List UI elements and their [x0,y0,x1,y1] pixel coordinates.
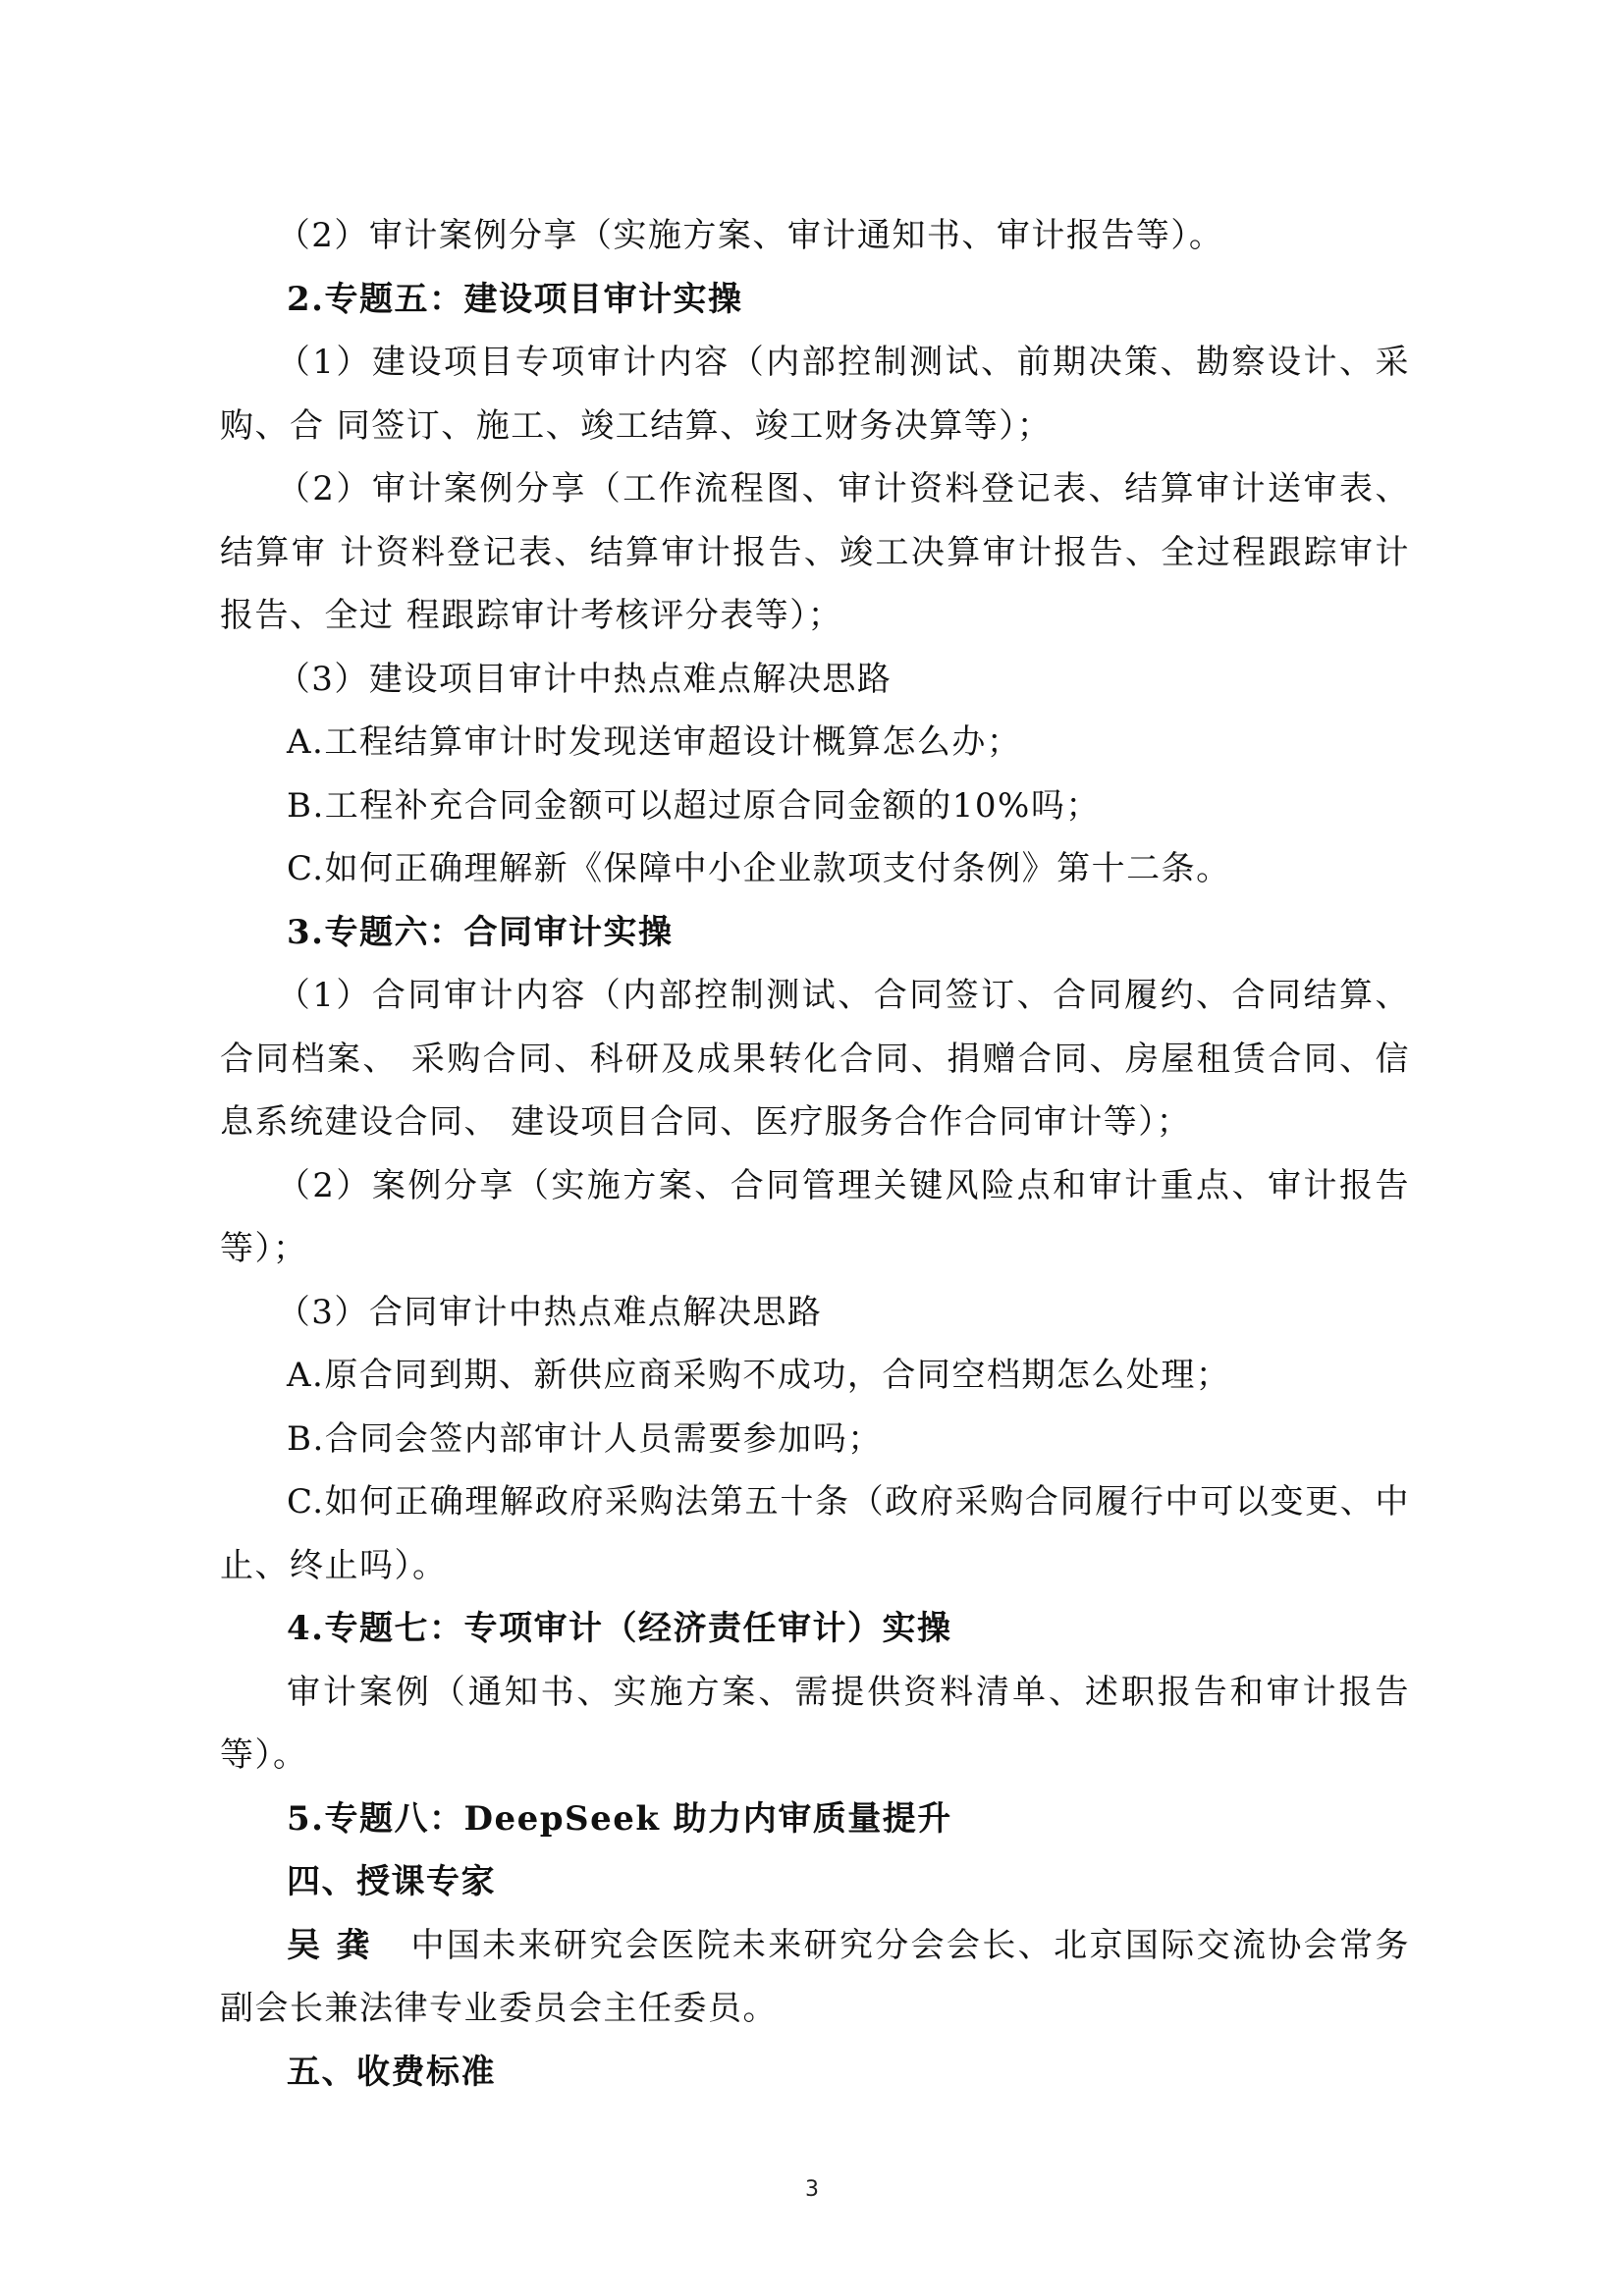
section-heading: 2.专题五：建设项目审计实操 [287,279,743,319]
paragraph: 审计案例（通知书、实施方案、需提供资料清单、述职报告和审计报告等）。 [220,1672,1410,1775]
paragraph: （3）合同审计中热点难点解决思路 [276,1292,823,1332]
section-heading: 5.专题八：DeepSeek 助力内审质量提升 [287,1798,952,1839]
document-body [220,204,1410,2104]
paragraph: （3）建设项目审计中热点难点解决思路 [276,659,893,699]
paragraph: （1）合同审计内容（内部控制测试、合同签订、合同履约、合同结算、合同档案、 采购合同、科研及成果转化合同、捐赠合同、房屋租赁合同、信息系统建设合同、 建设项目合同、医疗服务合作合同审计等）； [220,976,1410,1142]
section-heading: 4.专题七：专项审计（经济责任审计）实操 [287,1609,952,1648]
paragraph: C.如何正确理解政府采购法第五十条（政府采购合同履行中可以变更、中 止、终止吗）。 [220,1482,1410,1585]
paragraph: A.原合同到期、新供应商采购不成功，合同空档期怎么处理； [287,1356,1231,1395]
paragraph: （2）审计案例分享（工作流程图、审计资料登记表、结算审计送审表、结算审 计资料登记表、结算审计报告、竣工决算审计报告、全过程跟踪审计报告、全过 程跟踪审计考核评分表等）； [220,469,1410,635]
section-heading: 四、授课专家 [287,1862,496,1901]
paragraph: B.工程补充合同金额可以超过原合同金额的10%吗； [287,785,1101,826]
paragraph: A.工程结算审计时发现送审超设计概算怎么办； [287,722,1022,762]
paragraph: B.合同会签内部审计人员需要参加吗； [287,1418,883,1459]
paragraph: （1）建设项目专项审计内容（内部控制测试、前期决策、勘察设计、采购、合 同签订、施工、竣工结算、竣工财务决算等）； [220,343,1410,446]
expert-paragraph [220,1914,1410,2041]
page-number: 3 [805,2177,819,2202]
paragraph: （2）案例分享（实施方案、合同管理关键风险点和审计重点、审计报告等）； [220,1165,1410,1268]
expert-bio: 中国未来研究会医院未来研究分会会长、北京国际交流协会常务副会长兼法律专业委员会主任委员。 [220,1925,1410,2028]
section-heading: 3.专题六：合同审计实操 [287,912,674,952]
expert-name: 吴 龚 [287,1925,372,1965]
section-heading: 五、收费标准 [287,2052,496,2092]
paragraph: C.如何正确理解新《保障中小企业款项支付条例》第十二条。 [287,849,1231,888]
paragraph: （2）审计案例分享（实施方案、审计通知书、审计报告等）。 [276,216,1224,255]
